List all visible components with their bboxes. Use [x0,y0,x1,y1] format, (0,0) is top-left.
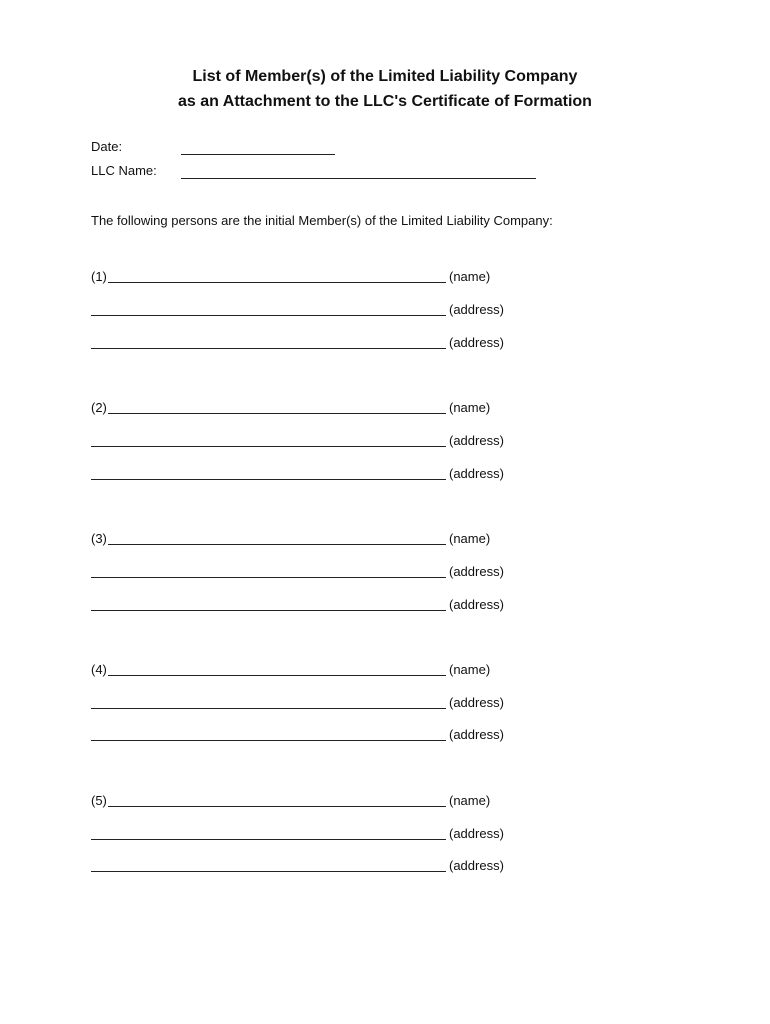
member-address-row [91,335,531,353]
llc-name-label: LLC Name: [91,163,157,178]
member-address-line[interactable] [91,740,446,741]
member-address-line[interactable] [91,708,446,709]
member-address-row [91,466,531,484]
member-address-suffix: (address) [449,727,504,742]
date-field-line[interactable] [181,154,335,155]
member-name-suffix: (name) [449,400,491,415]
member-name-row [91,400,531,418]
member-address-line[interactable] [91,577,446,578]
document-title-line1: List of Member(s) of the Limited Liability Company [192,68,578,85]
member-address-line[interactable] [91,348,446,349]
member-name-line[interactable] [108,675,446,676]
member-name-suffix: (name) [449,793,491,808]
date-label: Date: [91,139,123,154]
member-block-4 [91,662,531,752]
member-address-suffix: (address) [449,466,504,481]
member-number: (3) [91,531,107,546]
member-address-suffix: (address) [449,433,504,448]
member-address-line[interactable] [91,610,446,611]
member-name-row [91,531,531,549]
member-block-3 [91,531,531,621]
member-number: (2) [91,400,107,415]
member-name-row [91,793,531,811]
member-address-suffix: (address) [449,858,504,873]
member-address-row [91,826,531,844]
document-title-line2: as an Attachment to the LLC's Certificate of Formation [178,93,592,110]
member-block-2 [91,400,531,490]
intro-text: The following persons are the initial Member(s) of the Limited Liability Company: [91,213,553,228]
member-address-row [91,727,531,745]
member-address-suffix: (address) [449,597,504,612]
member-number: (1) [91,269,107,284]
member-address-suffix: (address) [449,335,504,350]
member-name-suffix: (name) [449,269,491,284]
member-address-line[interactable] [91,315,446,316]
member-name-suffix: (name) [449,662,491,677]
member-number: (4) [91,662,107,677]
member-address-line[interactable] [91,479,446,480]
member-name-row [91,269,531,287]
member-address-line[interactable] [91,839,446,840]
member-name-line[interactable] [108,806,446,807]
member-address-line[interactable] [91,446,446,447]
member-address-row [91,302,531,320]
member-block-1 [91,269,531,359]
member-address-row [91,564,531,582]
member-address-row [91,433,531,451]
member-name-row [91,662,531,680]
member-name-line[interactable] [108,413,446,414]
member-address-suffix: (address) [449,302,504,317]
member-number: (5) [91,793,107,808]
member-address-row [91,695,531,713]
member-name-suffix: (name) [449,531,491,546]
member-name-line[interactable] [108,282,446,283]
member-address-suffix: (address) [449,564,504,579]
member-address-line[interactable] [91,871,446,872]
member-block-5 [91,793,531,883]
member-address-suffix: (address) [449,826,504,841]
member-address-row [91,858,531,876]
llc-name-field-line[interactable] [181,178,536,179]
member-address-suffix: (address) [449,695,504,710]
member-address-row [91,597,531,615]
member-name-line[interactable] [108,544,446,545]
